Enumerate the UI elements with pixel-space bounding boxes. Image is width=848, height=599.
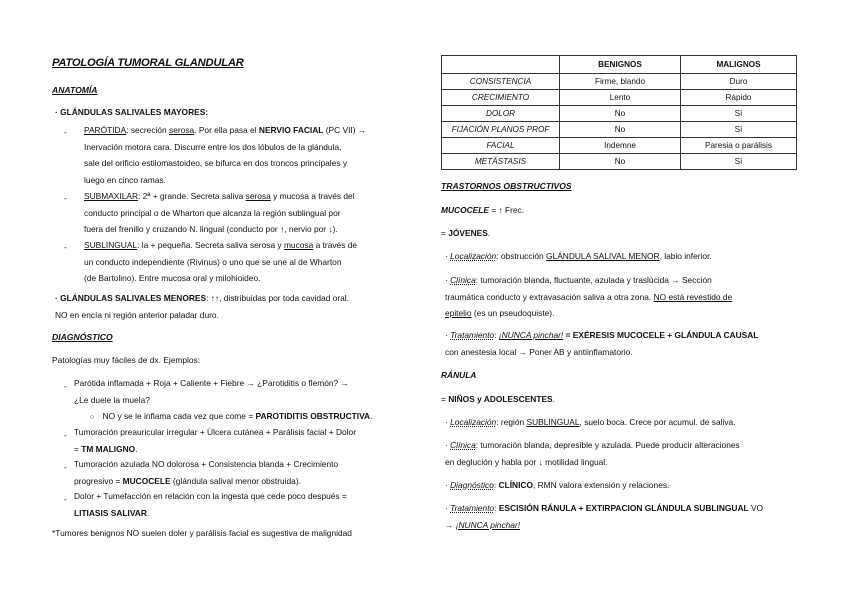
footnote: *Tumores benignos NO suelen doler y parálisis facial es sugestiva de malignidad	[52, 528, 352, 538]
ninos-line: = NIÑOS y ADOLESCENTES.	[441, 394, 555, 404]
circle-bullet-icon: ○	[90, 414, 95, 421]
submaxilar-name: SUBMAXILAR	[84, 191, 138, 201]
dash-bullet: -	[64, 462, 67, 472]
ranula-diagnostico: · Diagnóstico: CLÍNICO, RMN valora extensión y relaciones.	[445, 480, 670, 490]
table-row	[442, 138, 797, 154]
dash-bullet: -	[64, 494, 67, 504]
obstructivos-heading: TRASTORNOS OBSTRUCTIVOS	[441, 181, 572, 191]
table-row	[442, 154, 797, 170]
table-row-label: FACIAL	[442, 138, 560, 154]
table-row-label: FIJACIÓN PLANOS PROF	[442, 122, 560, 138]
page-title: PATOLOGÍA TUMORAL GLANDULAR	[52, 57, 244, 69]
ranula-clinica: · Clínica: tumoración blanda, depresible y azulada. Puede producir alteraciones en deglución y habla por ↓ motilidad lingual.	[445, 440, 740, 467]
table-row-label: DOLOR	[442, 106, 560, 122]
table-row-label: CRECIMIENTO	[442, 90, 560, 106]
mucocele-tratamiento: · Tratamiento: ¡NUNCA pinchar! = EXÉRESIS MUCOCELE + GLÁNDULA CAUSAL con anestesia local → Poner AB y antiinflamatorio.	[445, 330, 759, 357]
mayores-heading: · GLÁNDULAS SALIVALES MAYORES:	[55, 107, 209, 117]
menores-paragraph: · GLÁNDULAS SALIVALES MENORES: ↑↑, distribuidas por toda cavidad oral. NO en encía ni región anterior paladar duro.	[55, 293, 349, 320]
sublingual-item: SUBLINGUAL: la + pequeña. Secreta saliva serosa y mucosa a través de un conducto independiente (Rivinus) o uno que se une al de Wharton (de Bartolino). Entre mucosa oral y milohioideo.	[84, 240, 358, 283]
table-cell: Sí	[681, 122, 797, 138]
parotida-item: PARÓTIDA: secreción serosa. Por ella pasa el NERVIO FACIAL (PC VII) → Inervación motora cara. Discurre entre los dos lóbulos de la glándula, sale del orificio estilomastoideo, se bifurca en dos troncos principales y luego en cinco ramas.	[84, 125, 367, 185]
ranula-localizacion: · Localización: región SUBLINGUAL, suelo boca. Crece por acumul. de saliva.	[445, 417, 736, 427]
anatomia-heading: ANATOMÍA	[52, 85, 98, 95]
dash-bullet: -	[64, 193, 67, 203]
table-cell: Indemne	[560, 138, 681, 154]
ranula-tratamiento: · Tratamiento: ESCISIÓN RÁNULA + EXTIRPACION GLÁNDULA SUBLINGUAL VO → ¡NUNCA pinchar!	[445, 503, 764, 530]
table-row-label: METÁSTASIS	[442, 154, 560, 170]
example-tm-maligno: Tumoración preauricular irregular + Úlcera cutánea + Parálisis facial + Dolor = TM MALIGNO.	[74, 427, 357, 454]
table-header-row	[442, 56, 797, 74]
table-cell: Sí	[681, 106, 797, 122]
table-cell: No	[560, 122, 681, 138]
mucocele-clinica: · Clínica: tumoración blanda, fluctuante, azulada y traslúcida → Sección traumática conducto y extravasación saliva a otra zona. NO está revestido de epitelio (es un pseudoquiste).	[445, 275, 733, 318]
submaxilar-item: SUBMAXILAR: 2ª + grande. Secreta saliva serosa y mucosa a través del conducto principal o de Wharton que alcanza la región sublingual por fuera del frenillo y cruzando N. lingual (conducto por ↑, nervio por ↓).	[84, 191, 355, 234]
table-cell: Rápido	[681, 90, 797, 106]
table-row	[442, 106, 797, 122]
table-row	[442, 90, 797, 106]
jovenes-line: = JÓVENES.	[441, 228, 491, 238]
table-row	[442, 122, 797, 138]
mucocele-localizacion: · Localización: obstrucción GLÁNDULA SALIVAL MENOR, labio inferior.	[445, 251, 712, 261]
dash-bullet: -	[64, 430, 67, 440]
table-cell: Sí	[681, 154, 797, 170]
dash-bullet: -	[64, 127, 67, 137]
example-parotiditis: Parótida inflamada + Roja + Caliente + Fiebre → ¿Parotiditis o flemón? → ¿Le duele la muela?	[74, 378, 349, 405]
table-cell: Paresia o parálisis	[681, 138, 797, 154]
example-litiasis: Dolor + Tumefacción en relación con la ingesta que cede poco después = LITIASIS SALIVAR.	[74, 491, 347, 518]
table-cell: Firme, blando	[560, 74, 681, 90]
table-row	[442, 74, 797, 90]
table-row-label: CONSISTENCIA	[442, 74, 560, 90]
comparison-table	[441, 55, 797, 170]
table-cell: Lento	[560, 90, 681, 106]
sublingual-name: SUBLINGUAL	[84, 240, 138, 250]
table-header-cell: MALIGNOS	[681, 56, 797, 74]
example-parotiditis-sub: ○ NO y se le inflama cada vez que come = PAROTIDITIS OBSTRUCTIVA.	[90, 411, 373, 421]
diag-intro: Patologías muy fáciles de dx. Ejemplos:	[52, 355, 201, 365]
diagnostico-heading: DIAGNÓSTICO	[52, 332, 113, 342]
ranula-heading: RÁNULA	[441, 370, 477, 380]
dash-bullet: -	[64, 381, 67, 391]
table-header-cell	[442, 56, 560, 74]
dash-bullet: -	[64, 242, 67, 252]
table-header-cell: BENIGNOS	[560, 56, 681, 74]
parotida-name: PARÓTIDA	[84, 125, 127, 135]
table-cell: No	[560, 106, 681, 122]
table-cell: No	[560, 154, 681, 170]
table-cell: Duro	[681, 74, 797, 90]
example-mucocele: Tumoración azulada NO dolorosa + Consistencia blanda + Crecimiento progresivo = MUCOCELE (glándula salival menor obstruida).	[74, 459, 339, 486]
mucocele-line: MUCOCELE = ↑ Frec.	[441, 205, 525, 215]
